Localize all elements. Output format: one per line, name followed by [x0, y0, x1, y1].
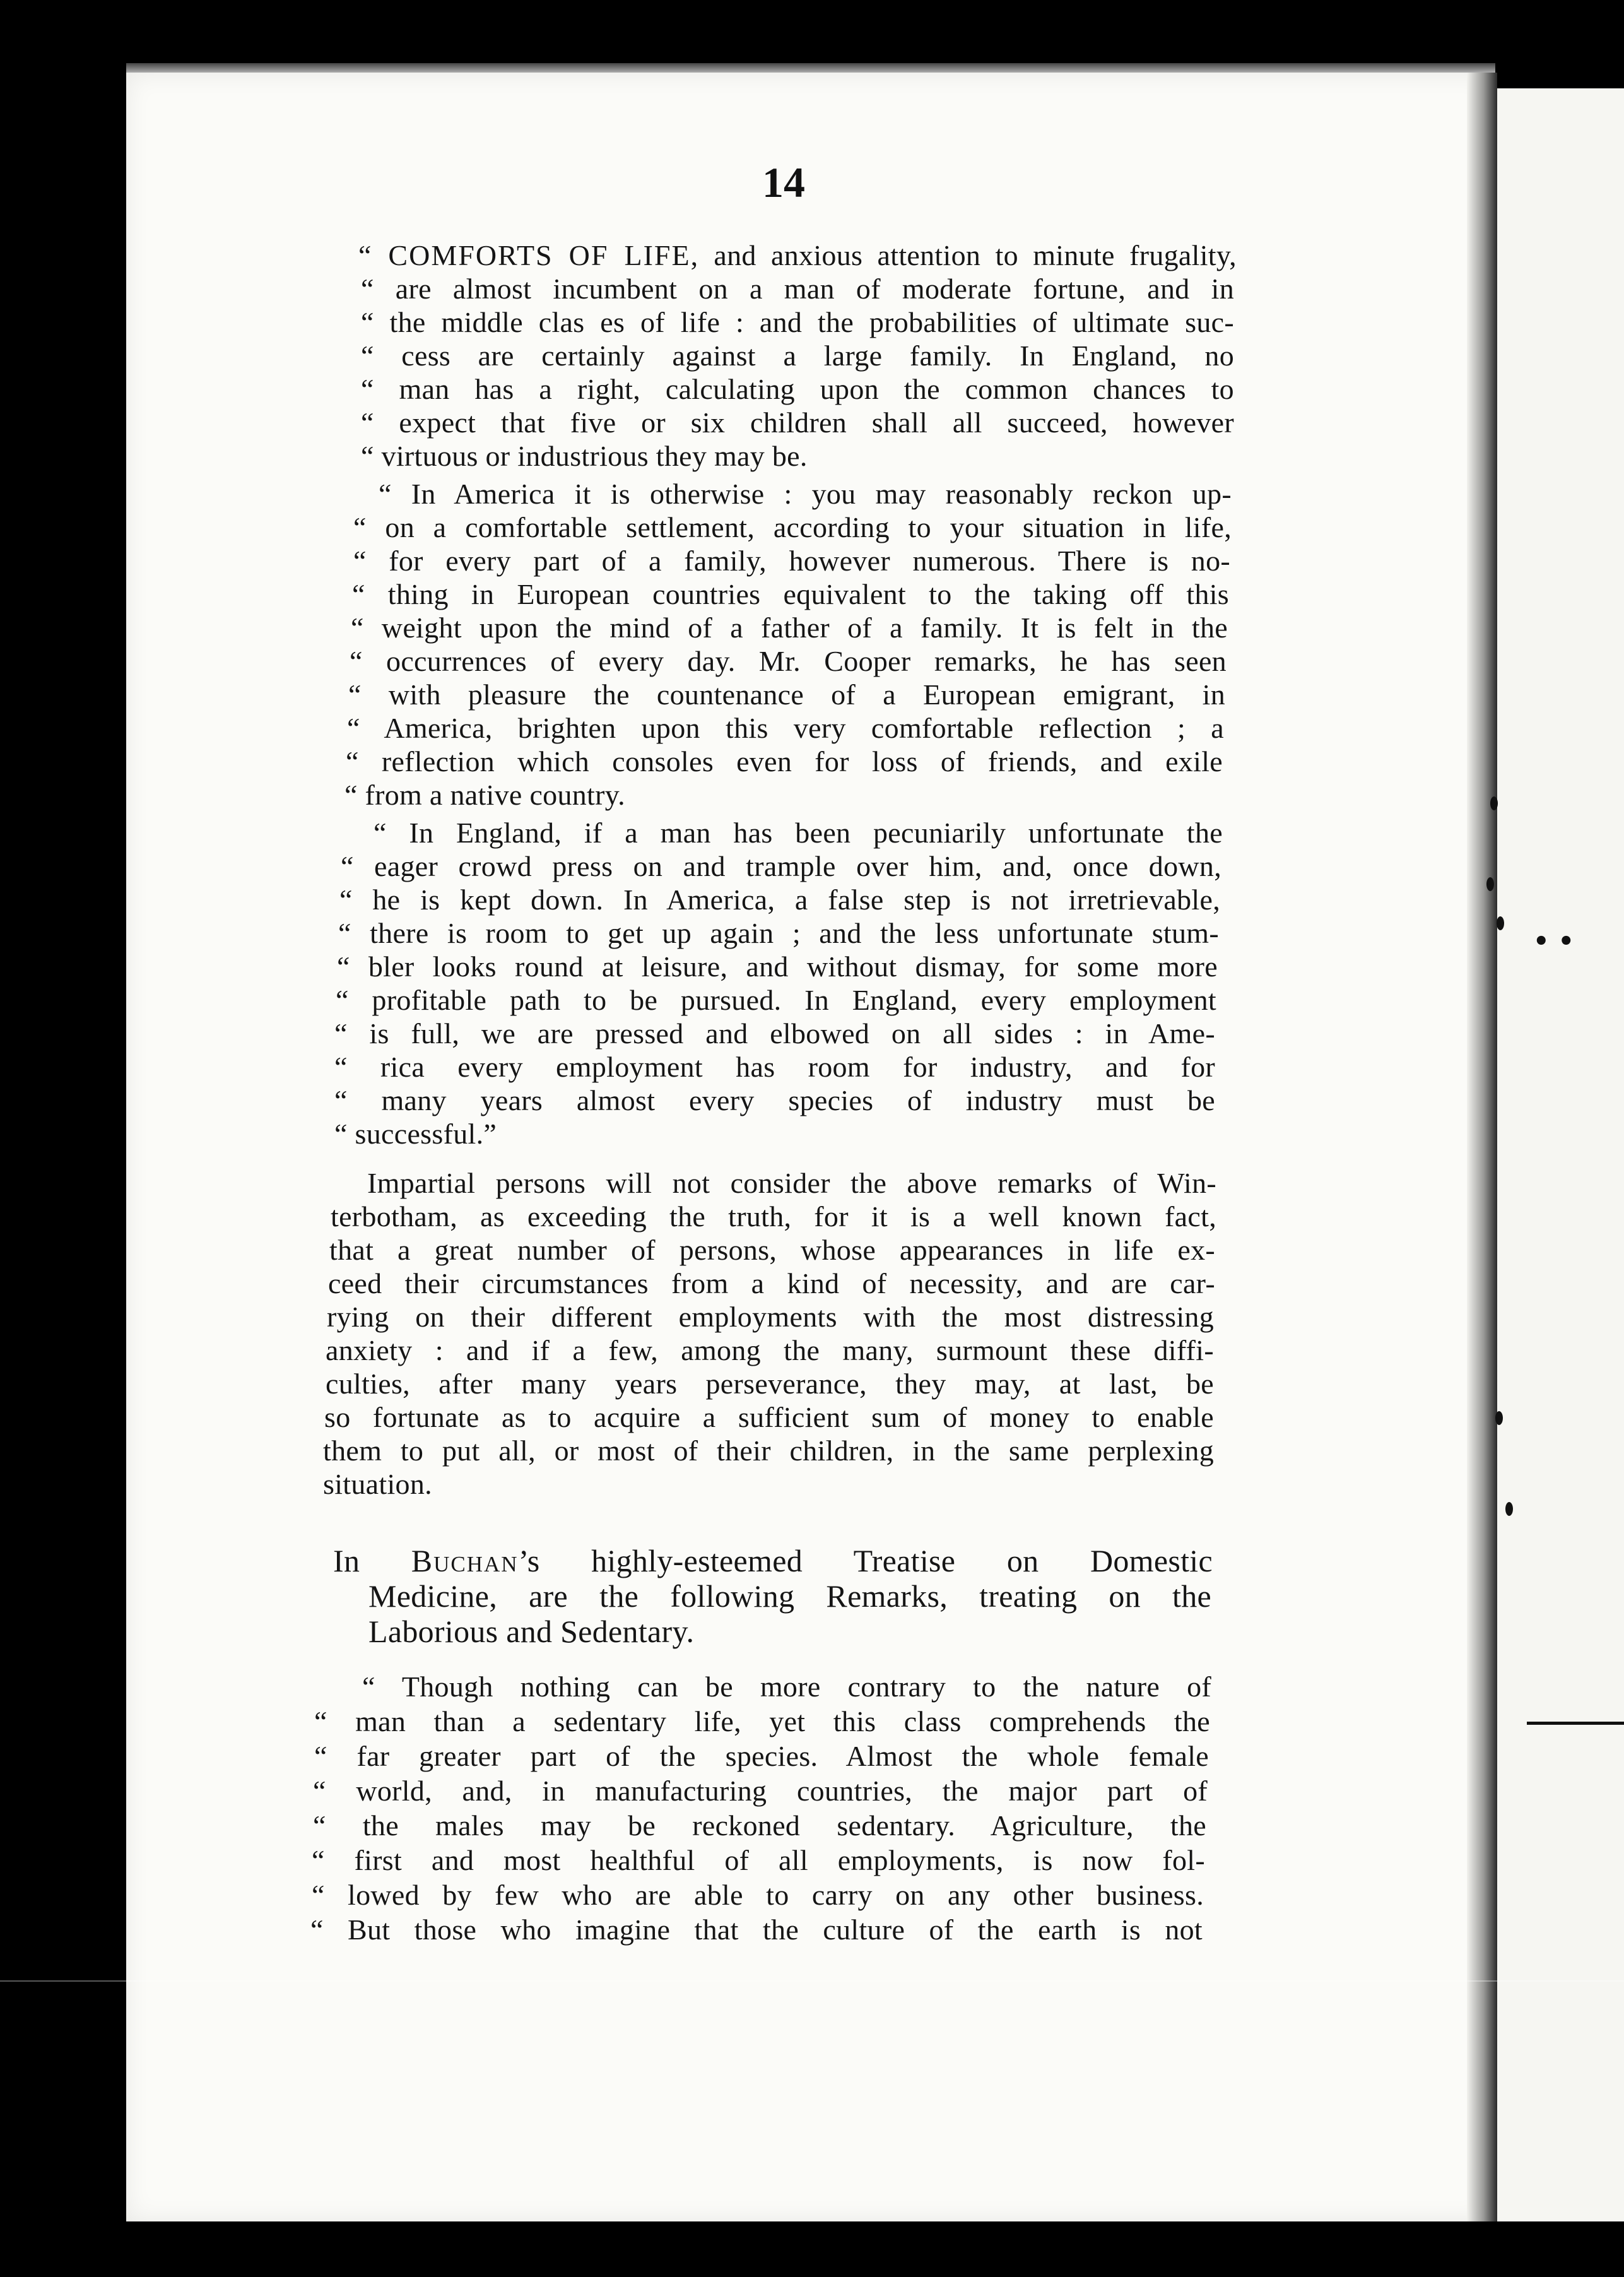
text-line: “ America, brighten upon this very comfortable reflection ; a — [347, 712, 1224, 744]
ink-speck — [1486, 877, 1494, 891]
text-line: culties, after many years perseverance, they may, at last, be — [326, 1368, 1214, 1400]
page-gutter — [1467, 73, 1497, 2221]
text-line: that a great number of persons, whose appearances in life ex- — [329, 1234, 1215, 1266]
text-line: “ But those who imagine that the culture of the earth is not — [310, 1913, 1203, 1946]
text-line: “ there is room to get up again ; and the less unfortunate stum- — [338, 917, 1219, 949]
text-line: “ the middle clas es of life : and the probabilities of ultimate suc- — [361, 306, 1234, 338]
text-line: “ many years almost every species of industry must be — [334, 1084, 1215, 1116]
text-line: “ reflection which consoles even for loss of friends, and exile — [346, 745, 1223, 778]
text-line: “ lowed by few who are able to carry on any other business. — [312, 1879, 1204, 1911]
text-line: anxiety : and if a few, among the many, surmount these diffi- — [326, 1334, 1214, 1366]
adjacent-page — [1495, 88, 1624, 2221]
author-name: Buchan — [411, 1543, 519, 1578]
text-line: terbotham, as exceeding the truth, for it is a well known fact, — [331, 1200, 1216, 1233]
text-line: “ thing in European countries equivalent to the taking off this — [352, 578, 1229, 610]
text-line: “ eager crowd press on and trample over him, and, once down, — [341, 850, 1221, 882]
adjacent-page-rule — [1527, 1722, 1624, 1725]
text-line: “ are almost incumbent on a man of moderate fortune, and in — [361, 273, 1234, 305]
text-line: “ profitable path to be pursued. In England, every employment — [336, 984, 1216, 1016]
ink-speck — [1505, 1502, 1513, 1516]
edge-marks: • • — [1533, 926, 1575, 956]
text-line: “ world, and, in manufacturing countries, the major part of — [313, 1775, 1208, 1807]
emphasis-small-caps: “ COMFORTS OF LIFE, — [358, 239, 700, 271]
text-line: “ man has a right, calculating upon the common chances to — [361, 373, 1234, 405]
text-line: “ he is kept down. In America, a false step is not irretrievable, — [339, 884, 1220, 916]
ink-speck — [1490, 796, 1498, 810]
text-line: “ COMFORTS OF LIFE, and anxious attention to minute frugality, — [358, 239, 1237, 271]
text-line: “ rica every employment has room for industry, and for — [334, 1051, 1215, 1083]
ink-speck — [1497, 916, 1504, 930]
text-line: “ bler looks round at leisure, and without dismay, for some more — [337, 950, 1218, 983]
text-line: “ In England, if a man has been pecuniarily unfortunate the — [374, 817, 1223, 849]
text-line: “ is full, we are pressed and elbowed on all sides : in Ame- — [334, 1017, 1215, 1050]
text-line: “ first and most healthful of all employments, is now fol- — [312, 1844, 1205, 1876]
text-line: Impartial persons will not consider the above remarks of Win- — [367, 1167, 1216, 1199]
text-line: “ the males may be reckoned sedentary. Agriculture, the — [313, 1809, 1206, 1842]
section-heading: Medicine, are the following Remarks, treating on the — [368, 1578, 1211, 1614]
text-line: “ man than a sedentary life, yet this class comprehends the — [314, 1705, 1210, 1737]
text-line: “ weight upon the mind of a father of a family. It is felt in the — [351, 612, 1228, 644]
text-line: “ expect that five or six children shall all succeed, however — [361, 406, 1234, 439]
scan-artifact-line — [0, 1980, 1624, 1982]
text-line: “ with pleasure the countenance of a European emigrant, in — [348, 678, 1225, 711]
text-line: “ far greater part of the species. Almost the whole female — [314, 1740, 1209, 1772]
text-line: “ for every part of a family, however numerous. There is no- — [353, 545, 1230, 577]
text-line: “ from a native country. — [344, 779, 625, 811]
text-line: “ occurrences of every day. Mr. Cooper remarks, he has seen — [350, 645, 1227, 677]
text-line: situation. — [323, 1468, 432, 1500]
text-line: so fortunate as to acquire a sufficient sum of money to enable — [324, 1401, 1214, 1433]
section-heading: In Buchan’s highly-esteemed Treatise on Domestic — [333, 1543, 1213, 1578]
text-line: “ virtuous or industrious they may be. — [361, 440, 808, 472]
section-heading: Laborious and Sedentary. — [368, 1614, 695, 1649]
text-line: rying on their different employments with the most distressing — [327, 1301, 1214, 1333]
page-number: 14 — [762, 158, 805, 206]
text-line: “ successful.” — [334, 1118, 497, 1150]
text-line: “ In America it is otherwise : you may reasonably reckon up- — [379, 478, 1232, 510]
text-line: “ Though nothing can be more contrary to the nature of — [362, 1671, 1211, 1703]
text-line: them to put all, or most of their children, in the same perplexing — [323, 1434, 1214, 1467]
text-line: “ on a comfortable settlement, according to your situation in life, — [353, 511, 1232, 543]
text-line: ceed their circumstances from a kind of necessity, and are car- — [328, 1267, 1215, 1299]
ink-speck — [1495, 1411, 1503, 1425]
text-line: “ cess are certainly against a large family. In England, no — [361, 340, 1234, 372]
